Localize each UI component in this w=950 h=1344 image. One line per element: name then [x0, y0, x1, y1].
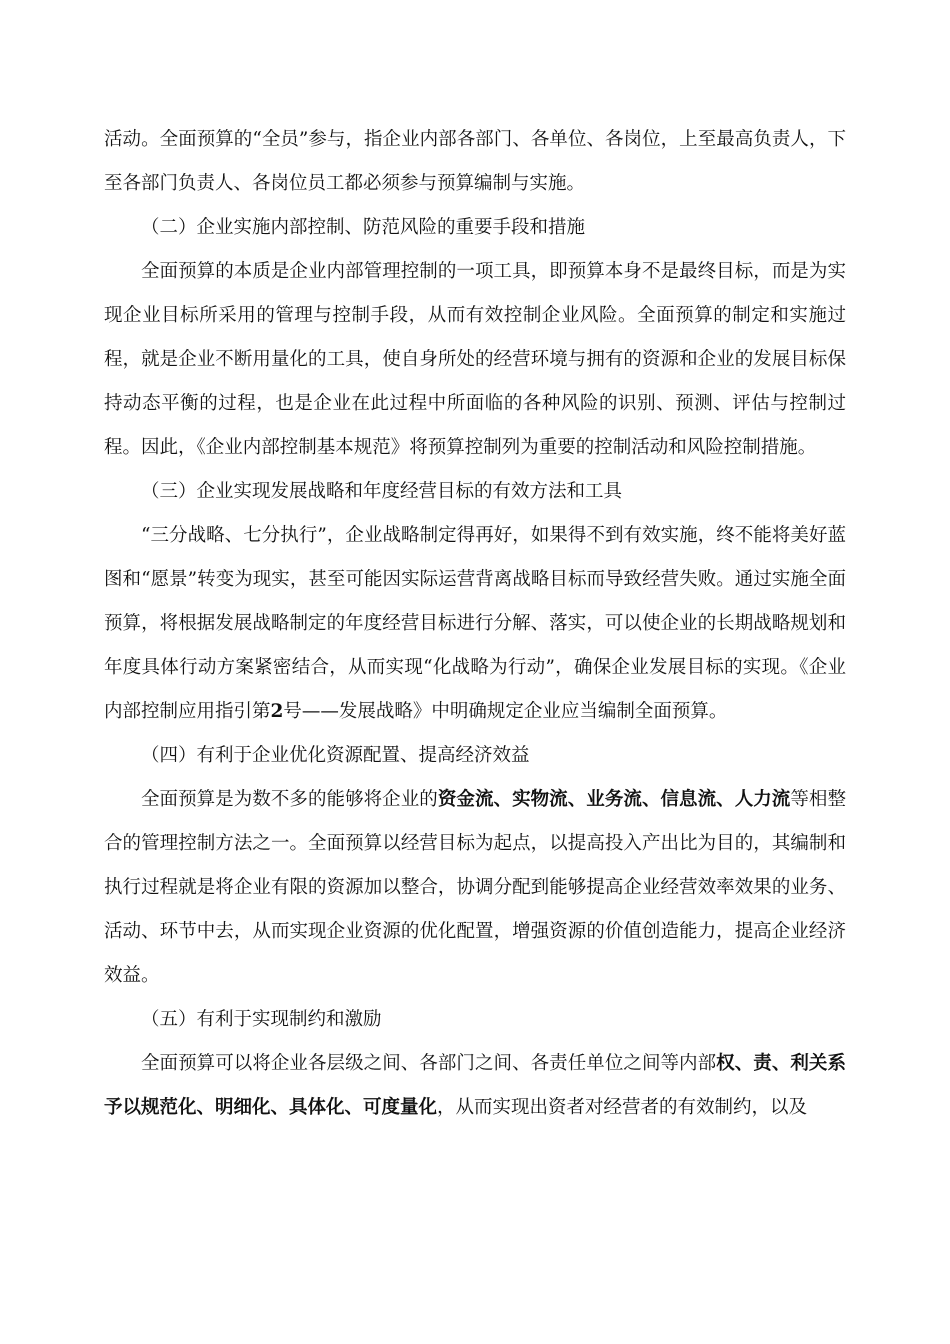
paragraph-body — [104, 778, 846, 998]
bold-text-segment: 2 — [270, 701, 284, 722]
section-heading-5 — [104, 998, 846, 1042]
text-segment: ，从而实现出资者对经营者的有效制约，以及 — [437, 1097, 808, 1118]
text-segment: 全面预算可以将企业各层级之间、各部门之间、各责任单位之间等内部 — [141, 1053, 717, 1074]
text-segment: 等相整合的管理控制方法之一。全面预算以经营目标为起点，以提高投入产出比为目的，其编制和执行过程就是将企业有限的资源加以整合，协调分配到能够提高企业经营效率效果的业务、活动、环节中去，从而实现企业资源的优化配置，增强资源的价值创造能力，提高企业经济效益。 — [104, 789, 846, 986]
text-segment: 号——发展战略》中明确规定企业应当编制全面预算。 — [283, 701, 728, 722]
text-segment: 全面预算是为数不多的能够将企业的 — [141, 789, 438, 810]
text-segment: 活动。全面预算的“全员”参与，指企业内部各部门、各单位、各岗位，上至最高负责人，下至各部门负责人、各岗位员工都必须参与预算编制与实施。 — [104, 129, 846, 194]
paragraph-body — [104, 250, 846, 470]
section-heading-2 — [104, 206, 846, 250]
text-segment: 全面预算的本质是企业内部管理控制的一项工具，即预算本身不是最终目标，而是为实现企业目标所采用的管理与控制手段，从而有效控制企业风险。全面预算的制定和实施过程，就是企业不断用量化的工具，使自身所处的经营环境与拥有的资源和企业的发展目标保持动态平衡的过程，也是企业在此过程中所面临的各种风险的识别、预测、评估与控制过程。因此，《企业内部控制基本规范》将预算控制列为重要的控制活动和风险控制措施。 — [104, 261, 846, 458]
bold-text-segment: 权、责、利关系予以规范化、明细化、具体化、可度量化 — [104, 1053, 846, 1118]
bold-text-segment: 资金流、实物流、业务流、信息流、人力流 — [437, 789, 791, 810]
heading-text: （三）企业实现发展战略和年度经营目标的有效方法和工具 — [141, 481, 623, 502]
section-heading-4 — [104, 734, 846, 778]
paragraph-body — [104, 1042, 846, 1130]
heading-text: （二）企业实施内部控制、防范风险的重要手段和措施 — [141, 217, 586, 238]
paragraph-continuation — [104, 118, 846, 206]
text-segment: “三分战略、七分执行”，企业战略制定得再好，如果得不到有效实施，终不能将美好蓝图和“愿景”转变为现实，甚至可能因实际运营背离战略目标而导致经营失败。通过实施全面预算，将根据发展战略制定的年度经营目标进行分解、落实，可以使企业的长期战略规划和年度具体行动方案紧密结合，从而实现“化战略为行动”，确保企业发展目标的实现。《企业内部控制应用指引第 — [104, 525, 846, 722]
heading-text: （四）有利于企业优化资源配置、提高经济效益 — [141, 745, 530, 766]
section-heading-3 — [104, 470, 846, 514]
document-page — [104, 118, 846, 1130]
paragraph-body — [104, 514, 846, 734]
heading-text: （五）有利于实现制约和激励 — [141, 1009, 382, 1030]
